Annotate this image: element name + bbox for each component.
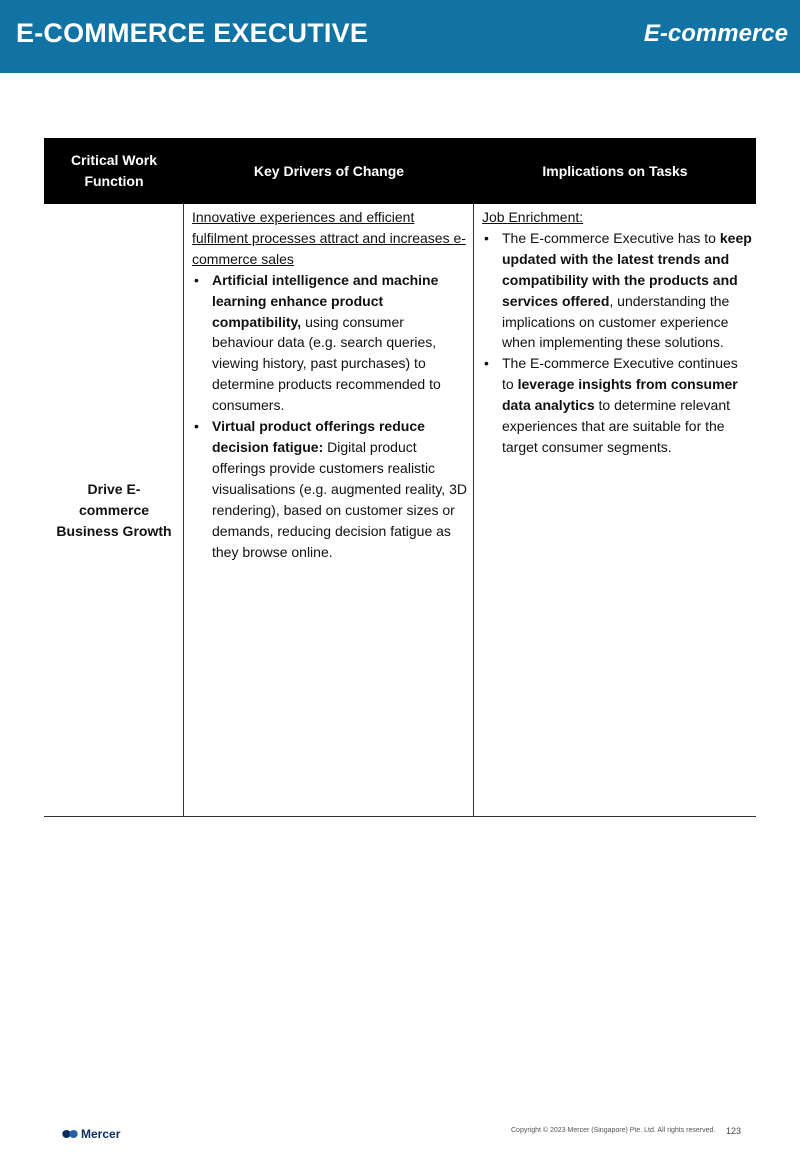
- critical-work-function-text: Drive E-commerce Business Growth: [56, 480, 172, 539]
- category-label: E-commerce: [643, 20, 788, 47]
- table-header: [44, 138, 756, 204]
- key-drivers-cell: [192, 207, 468, 562]
- implications-cell: [482, 207, 752, 458]
- column-divider: [473, 204, 474, 816]
- bullet-text: Digital product offerings provide customers realistic visualisations (e.g. augmented reality, 3D rendering), based on customer sizes or demands, reducing decision fatigue as they browse online.: [212, 438, 467, 560]
- job-table: [44, 138, 756, 817]
- bullet-text: using consumer behaviour data (e.g. search queries, viewing history, past purchases) to determine products recommended to consumers.: [212, 313, 441, 414]
- list-item: [192, 270, 468, 416]
- implications-heading: Job Enrichment:: [482, 209, 584, 225]
- bullet-bold-text: Virtual product offerings reduce decision fatigue:: [212, 418, 425, 455]
- column-header-implications: Implications on Tasks: [542, 162, 688, 179]
- critical-work-function-cell: [44, 204, 184, 816]
- copyright-text: Copyright © 2023 Mercer (Singapore) Pte. Ltd. All rights reserved.: [511, 1127, 716, 1134]
- bullet-text: , understanding the implications on customer experience when implementing these solutions.: [502, 292, 730, 351]
- mercer-logo: [62, 1126, 120, 1142]
- page-header: [0, 0, 800, 73]
- mercer-logo-icon: [62, 1129, 78, 1139]
- bullet-text: The E-commerce Executive continues to: [502, 355, 738, 393]
- list-item: [192, 416, 468, 562]
- column-header-critical-work-function: Critical Work Function: [70, 152, 158, 189]
- bullet-text: to determine relevant experiences that are suitable for the target consumer segments.: [502, 397, 731, 455]
- page-title: E-COMMERCE EXECUTIVE: [16, 18, 369, 48]
- bullet-text: The E-commerce Executive has to: [502, 229, 720, 246]
- key-drivers-list: [192, 270, 468, 563]
- list-item: [482, 353, 752, 458]
- logo-text: Mercer: [81, 1127, 121, 1141]
- list-item: [482, 228, 752, 353]
- key-drivers-heading: Innovative experiences and efficient fulfilment processes attract and increases e-commerce sales: [192, 209, 466, 267]
- bullet-bold-text: Artificial intelligence and machine learning enhance product compatibility,: [212, 271, 439, 330]
- table-row: [44, 204, 756, 817]
- column-header-key-drivers: Key Drivers of Change: [253, 162, 405, 179]
- page-number: 123: [726, 1126, 742, 1136]
- implications-list: [482, 228, 752, 458]
- bullet-bold-text: keep updated with the latest trends and compatibility with the products and services offered: [502, 229, 752, 309]
- bullet-bold-text: leverage insights from consumer data analytics: [502, 376, 738, 414]
